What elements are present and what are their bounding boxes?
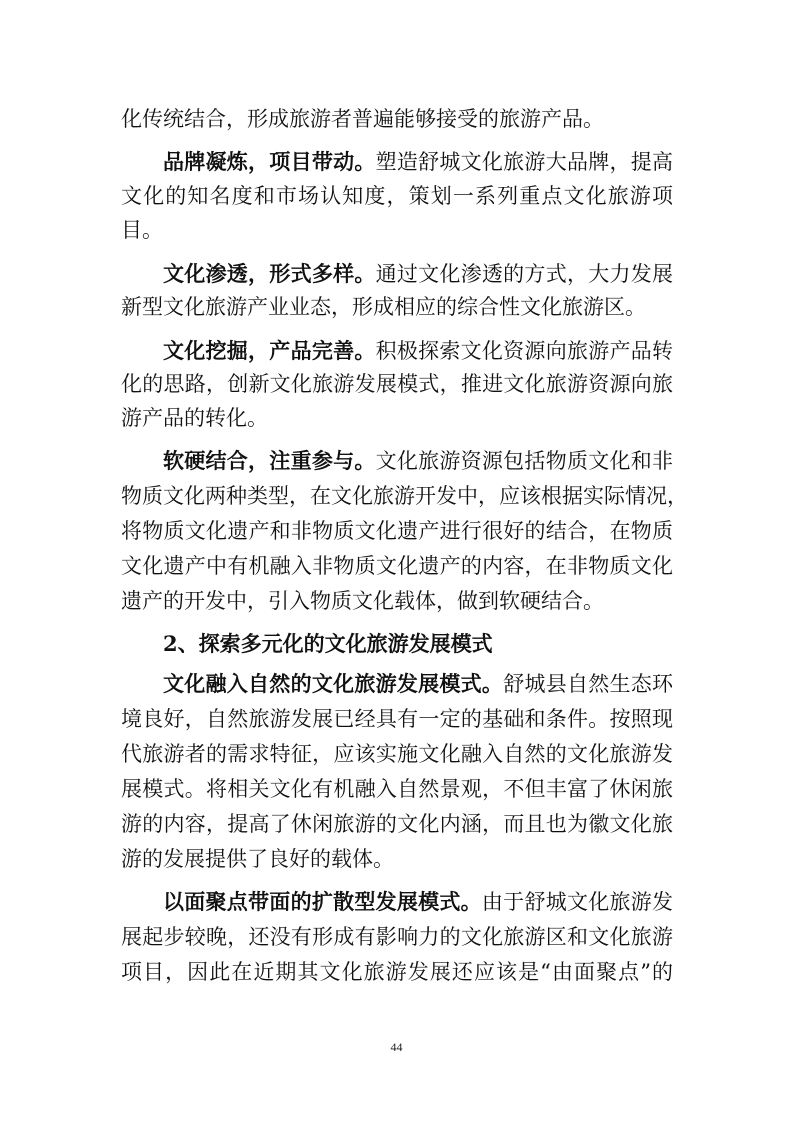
- text-line: [121, 847, 673, 871]
- line-text: 游的内容，提高了休闲旅游的文化内涵，而且也为徽文化旅: [121, 812, 673, 836]
- inline-heading: 软硬结合，注重参与。: [163, 448, 376, 473]
- line-text: 新型文化旅游产业业态，形成相应的综合性文化旅游区。: [121, 295, 646, 319]
- line-text: 境良好，自然旅游发展已经具有一定的基础和条件。按照现: [121, 707, 673, 731]
- paragraph-heading-line: [163, 339, 673, 363]
- section-heading-text: 2、探索多元化的文化旅游发展模式: [163, 631, 493, 656]
- paragraph-heading-line: [163, 262, 673, 286]
- text-line: [121, 742, 673, 766]
- text-line: [121, 777, 673, 801]
- line-text: 文化旅游资源包括物质文化和非: [375, 449, 673, 473]
- text-line: [121, 707, 673, 731]
- section-heading: [163, 632, 673, 656]
- text-line: [121, 484, 688, 508]
- text-line: [121, 554, 673, 578]
- line-text: 舒城县自然生态环: [503, 672, 674, 696]
- line-text: 化传统结合，形成旅游者普遍能够接受的旅游产品。: [121, 107, 604, 131]
- line-text: 由于舒城文化旅游发: [481, 890, 674, 914]
- line-text: 塑造舒城文化旅游大品牌，提高: [375, 150, 673, 174]
- line-text: 项目，因此在近期其文化旅游发展还应该是“由面聚点”的: [121, 960, 673, 984]
- line-text: 游的发展提供了良好的载体。: [121, 847, 394, 871]
- line-text: 文化遗产中有机融入非物质文化遗产的内容，在非物质文化: [121, 554, 673, 578]
- text-line: [121, 589, 673, 613]
- line-text: 目。: [121, 218, 163, 242]
- text-line: [121, 925, 673, 949]
- text-line: [121, 372, 673, 396]
- line-text: 通过文化渗透的方式，大力发展: [375, 262, 673, 286]
- paragraph-heading-line: [163, 449, 673, 473]
- line-text: 代旅游者的需求特征，应该实施文化融入自然的文化旅游发: [121, 742, 673, 766]
- line-text: 游产品的转化。: [121, 406, 268, 430]
- line-text: 展模式。将相关文化有机融入自然景观，不但丰富了休闲旅: [121, 777, 673, 801]
- inline-heading: 文化挖掘，产品完善。: [163, 338, 376, 363]
- line-text: 化的思路，创新文化旅游发展模式，推进文化旅游资源向旅: [121, 372, 673, 396]
- text-line: [121, 406, 673, 430]
- page-number: 44: [390, 1040, 403, 1054]
- line-text: 文化的知名度和市场认知度，策划一系列重点文化旅游项: [121, 184, 673, 208]
- text-line: [121, 960, 673, 984]
- line-text: 物质文化两种类型，在文化旅游开发中，应该根据实际情况，: [121, 484, 688, 508]
- inline-heading: 品牌凝炼，项目带动。: [163, 149, 376, 174]
- text-line: [121, 218, 673, 242]
- inline-heading: 文化融入自然的文化旅游发展模式。: [163, 671, 504, 696]
- inline-heading: 以面聚点带面的扩散型发展模式。: [163, 889, 482, 914]
- text-line: [121, 519, 673, 543]
- line-text: 将物质文化遗产和非物质文化遗产进行很好的结合，在物质: [121, 519, 673, 543]
- paragraph-heading-line: [163, 890, 673, 914]
- text-line: [121, 184, 673, 208]
- line-text: 遗产的开发中，引入物质文化载体，做到软硬结合。: [121, 589, 604, 613]
- text-line: [121, 107, 673, 131]
- text-line: [121, 812, 673, 836]
- line-text: 积极探索文化资源向旅游产品转: [375, 339, 673, 363]
- paragraph-heading-line: [163, 672, 673, 696]
- paragraph-heading-line: [163, 150, 673, 174]
- line-text: 展起步较晚，还没有形成有影响力的文化旅游区和文化旅游: [121, 925, 673, 949]
- inline-heading: 文化渗透，形式多样。: [163, 261, 376, 286]
- text-line: [121, 295, 673, 319]
